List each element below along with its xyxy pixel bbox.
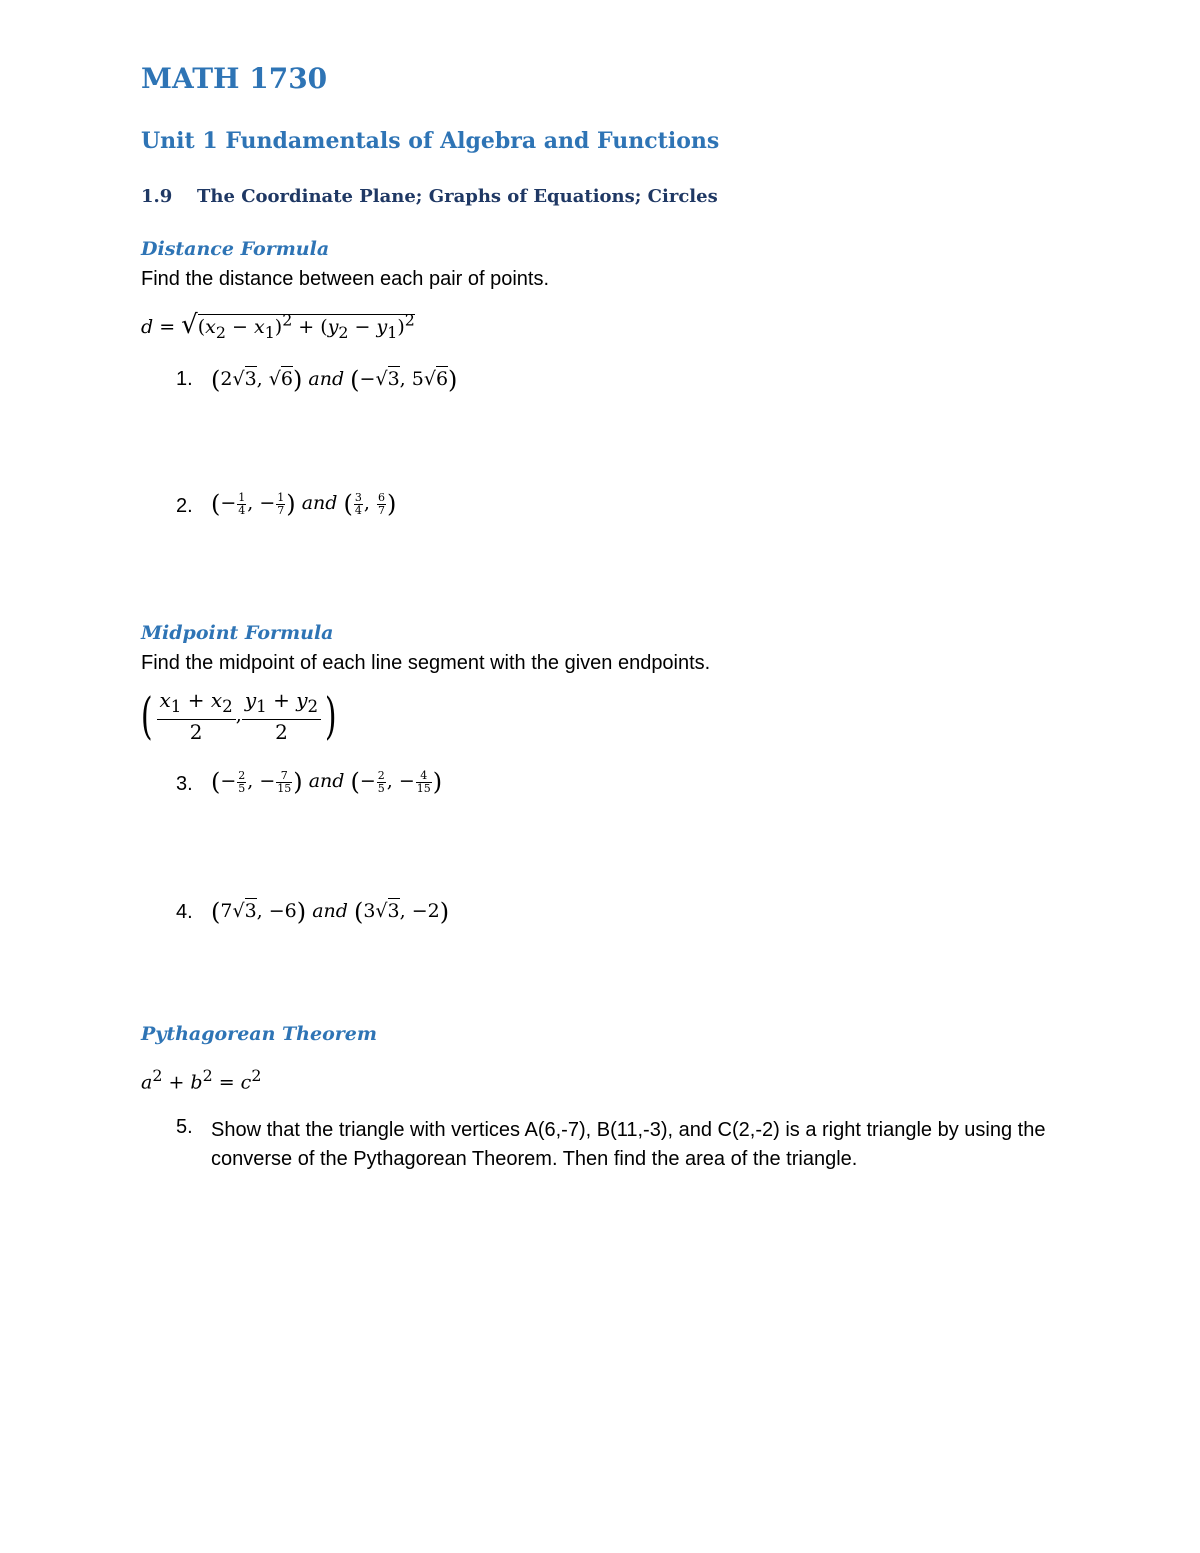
problem-1-number: 1.: [176, 368, 193, 390]
midpoint-heading: Midpoint Formula: [141, 622, 334, 644]
problem-4-and: and: [312, 900, 348, 922]
problem-5-number: 5.: [176, 1116, 193, 1138]
section-title: The Coordinate Plane; Graphs of Equations; Circles: [197, 186, 718, 207]
problem-2-number: 2.: [176, 495, 193, 517]
midpoint-instruction: Find the midpoint of each line segment with the given endpoints.: [141, 652, 711, 674]
problem-5-text: Show that the triangle with vertices A(6,-7), B(11,-3), and C(2,-2) is a right triangle by using the converse of the Pythagorean Theorem. Then find the area of the triangle.: [211, 1119, 1046, 1170]
distance-formula: $d = √(x_2 - x_1)^2 + (y_2 - y_1)^2$: [141, 310, 415, 342]
course-title: MATH 1730: [141, 62, 328, 95]
unit-title: Unit 1 Fundamentals of Algebra and Functions: [141, 128, 720, 154]
pythagorean-formula: $a^2 + b^2 = c^2$: [141, 1066, 262, 1094]
problem-2-expression: (− $\frac{1}{4}$ , − $\frac{1}{7}$ ) and ( $\frac{3}{4}$ , $\frac{6}{7}$ ): [211, 490, 397, 518]
section-number: 1.9: [141, 186, 173, 207]
distance-heading: Distance Formula: [141, 238, 330, 260]
problem-1-expression: (2√3, √6) and (−√3, 5√6): [211, 366, 458, 394]
problem-3-number: 3.: [176, 773, 193, 795]
problem-4-expression: (7√3, −6) and (3√3, −2): [211, 898, 450, 926]
problem-1-and: and: [308, 368, 345, 390]
problem-3-and: and: [308, 770, 345, 792]
midpoint-formula: ( $\frac{x_1 + x_2}{2}$ , $\frac{y_1 + y_2}{2}$ ): [140, 687, 337, 745]
distance-formula-lhs: d =: [141, 316, 176, 338]
section-heading: [141, 186, 718, 207]
pythagorean-heading: Pythagorean Theorem: [141, 1023, 377, 1045]
problem-2-and: and: [301, 492, 338, 514]
distance-instruction: Find the distance between each pair of points.: [141, 268, 550, 290]
problem-3-expression: (− $\frac{2}{5}$ , − $\frac{7}{15}$ ) and (− $\frac{2}{5}$ , − $\frac{4}{15}$ ): [211, 768, 443, 796]
problem-4-number: 4.: [176, 901, 193, 923]
